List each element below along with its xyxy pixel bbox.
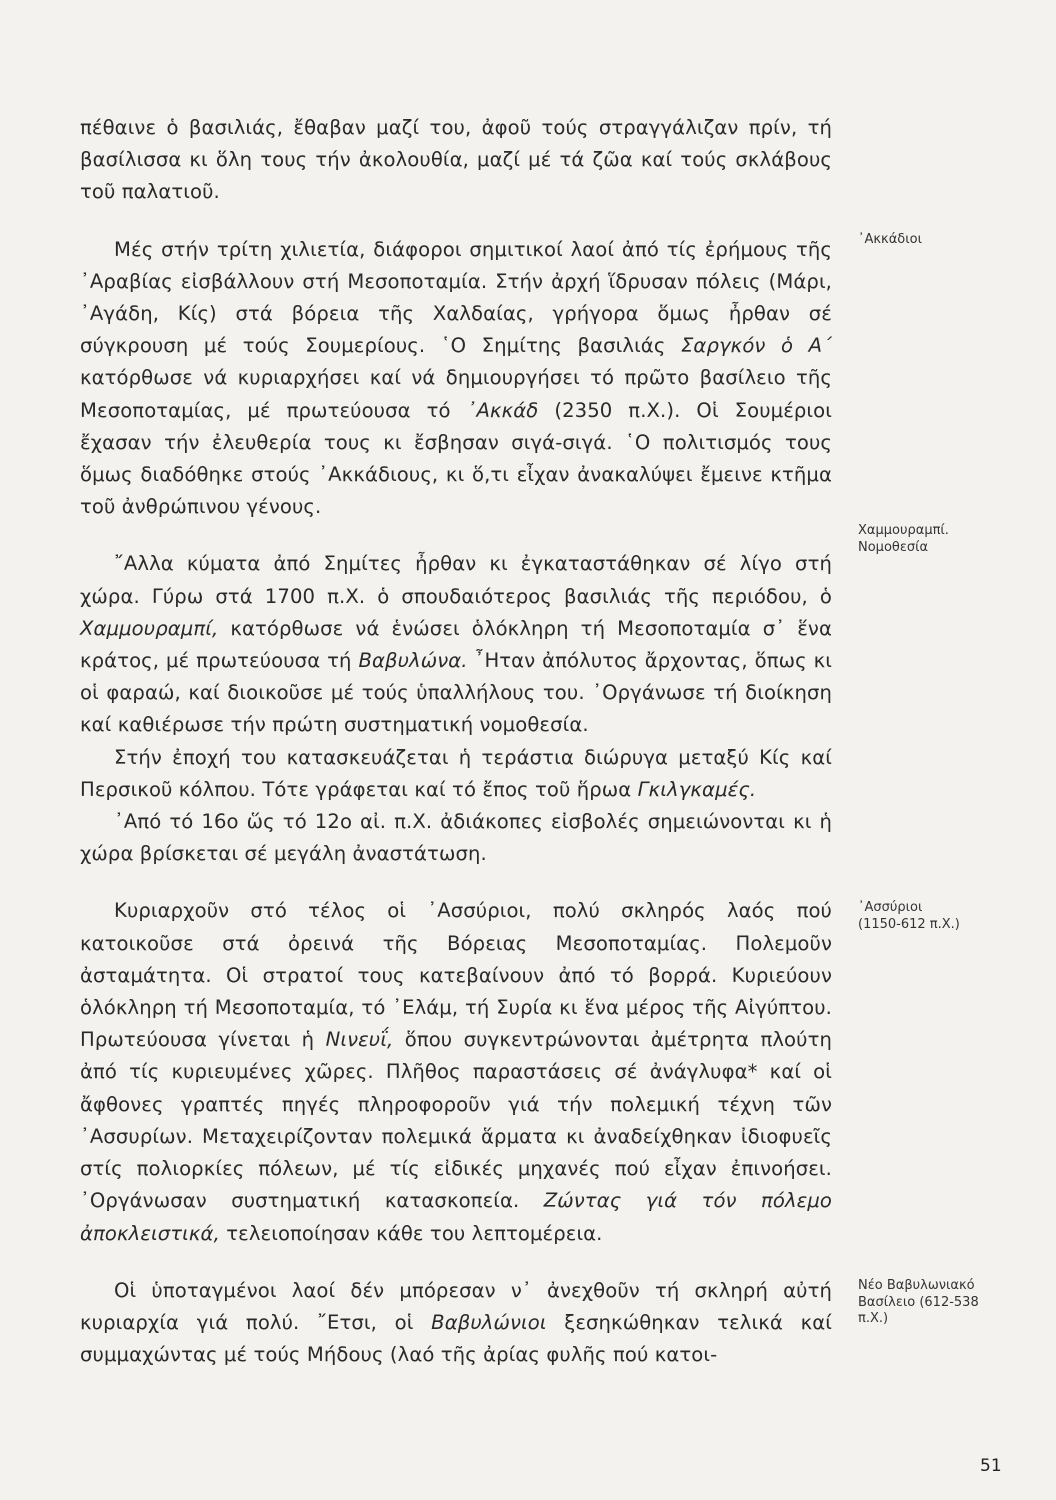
text-run: ῏Ηταν ἀπόλυτος ἄρχοντας, ὅπως κι οἱ φαραώ, καί διοικοῦσε μέ τούς ὑπαλλήλους του. ᾿Οργάνωσε τή διοίκηση καί καθιέρωσε τήν πρώτη συστηματική νομοθεσία.: [80, 649, 832, 737]
margin-note-line: Νέο Βαβυλωνιακό: [858, 1278, 975, 1293]
italic-term: Ζώντας γιά τόν πόλεμο ἀποκλειστικά,: [80, 1189, 832, 1245]
margin-note-line: (1150-612 π.Χ.): [858, 916, 960, 932]
text-run: Κυριαρχοῦν στό τέλος οἱ ᾿Ασσύριοι, πολύ σκληρός λαός πού κατοικοῦσε στά ὀρεινά τῆς Βόρειας Μεσοποταμίας. Πολεμοῦν ἀσταμάτητα. Οἱ στρατοί τους κατεβαίνουν ἀπό τό βορρά. Κυριεύουν ὁλόκληρη τή Μεσοποταμία, τό ᾿Ελάμ, τή Συρία κι ἕνα μέρος τῆς Αἰγύπτου. Πρωτεύουσα γίνεται ἡ: [80, 899, 832, 1052]
text-run: Οἱ ὑποταγμένοι λαοί δέν μπόρεσαν ν᾿ ἀνεχθοῦν τή σκληρή αὐτή κυριαρχία γιά πολύ. ῎Ετσι, οἱ: [80, 1278, 832, 1334]
margin-note-line: π.Χ.): [858, 1311, 889, 1326]
italic-term: Βαβυλώνα.: [358, 649, 468, 673]
italic-term: Σαργκόν ὁ Α΄: [680, 334, 832, 358]
text-run: Μές στήν τρίτη χιλιετία, διάφοροι σημιτικοί λαοί ἀπό τίς ἐρήμους τῆς ᾿Αραβίας εἰσβάλλουν στή Μεσοποταμία. Στήν ἀρχή ἵδρυσαν πόλεις (Μάρι, ᾿Αγάδη, Κίς) στά βόρεια τῆς Χαλδαίας, γρήγορα ὅμως ἦρθαν σέ σύγκρουση μέ τούς Σουμερίους. ῾Ο Σημίτης βασιλιάς: [80, 237, 832, 358]
paragraph: [80, 806, 832, 870]
text-run: τελειοποίησαν κάθε του λεπτομέρεια.: [219, 1221, 603, 1245]
margin-note-line: ᾿Ακκάδιοι: [858, 232, 922, 247]
text-run: ᾿Από τό 16ο ὥς τό 12ο αἰ. π.Χ. ἀδιάκοπες εἰσβολές σημειώνονται κι ἡ χώρα βρίσκεται σέ μεγάλη ἀναστάτωση.: [80, 810, 832, 866]
main-text-column: [80, 112, 832, 1371]
text-run: ξεσηκώθηκαν τελικά καί συμμαχώντας μέ τούς Μήδους (λαό τῆς ἀρίας φυλῆς πού κατοι-: [80, 1310, 832, 1367]
margin-note-line: ᾿Ασσύριοι: [858, 900, 923, 915]
margin-note-line: Βασίλειο (612-538: [858, 1294, 979, 1310]
italic-term: Βαβυλώνιοι: [431, 1310, 547, 1334]
margin-note-hammurabi: [858, 523, 1008, 556]
paragraph: [80, 742, 832, 806]
paragraph: [80, 1275, 832, 1372]
page-number: 51: [980, 1456, 1002, 1476]
margin-note-neo-babylonian: [858, 1278, 1008, 1328]
paragraph: [80, 548, 832, 741]
italic-term: Χαμμουραμπί,: [80, 616, 219, 640]
text-run: κατόρθωσε νά κυριαρχήσει καί νά δημιουργήσει τό πρῶτο βασίλειο τῆς Μεσοποταμίας, μέ πρωτεύουσα τό: [80, 366, 832, 422]
text-run: ῎Αλλα κύματα ἀπό Σημίτες ἦρθαν κι ἐγκαταστάθηκαν σέ λίγο στή χώρα. Γύρω στά 1700 π.Χ. ὁ σπουδαιότερος βασιλιάς τῆς περιόδου, ὁ: [80, 552, 832, 608]
margin-note-assyrians: [858, 900, 1008, 933]
text-run: ὅπου συγκεντρώνονται ἀμέτρητα πλούτη ἀπό τίς κυριευμένες χῶρες. Πλῆθος παραστάσεις σέ ἀνάγλυφα* καί οἱ ἄφθονες γραπτές πηγές πληροφοροῦν γιά τήν πολεμική τέχνη τῶν ᾿Ασσυρίων. Μεταχειρίζονταν πολεμικά ἅρματα κι ἀναδείχθηκαν ἰδιοφυεῖς στίς πολιορκίες πόλεων, μέ τίς εἰδικές μηχανές πού εἶχαν ἐπινοήσει. ᾿Οργάνωσαν συστηματική κατασκοπεία.: [80, 1028, 832, 1213]
italic-term: Νινευΐ,: [325, 1028, 394, 1052]
margin-note-akkadians: [858, 232, 1008, 249]
text-run: Στήν ἐποχή του κατασκευάζεται ἡ τεράστια διώρυγα μεταξύ Κίς καί Περσικοῦ κόλπου. Τότε γράφεται καί τό ἔπος τοῦ ἥρωα: [80, 745, 832, 801]
margin-note-line: Νομοθεσία: [858, 539, 929, 555]
italic-term: Γκιλγκαμές.: [637, 777, 757, 801]
text-run: κατόρθωσε νά ἑνώσει ὁλόκληρη τή Μεσοποταμία σ᾿ ἕνα κράτος, μέ πρωτεύουσα τή: [80, 616, 832, 673]
text-run: πέθαινε ὁ βασιλιάς, ἔθαβαν μαζί του, ἀφοῦ τούς στραγγάλιζαν πρίν, τή βασίλισσα κι ὅλη τους τήν ἀκολουθία, μαζί μέ τά ζῶα καί τούς σκλάβους τοῦ παλατιοῦ.: [80, 116, 832, 204]
italic-term: ᾿Ακκάδ: [466, 398, 539, 422]
paragraph: [80, 112, 832, 209]
margin-note-line: Χαμμουραμπί.: [858, 523, 949, 538]
paragraph: [80, 234, 832, 524]
paragraph: [80, 895, 832, 1249]
text-run: (2350 π.Χ.). Οἱ Σουμέριοι ἔχασαν τήν ἐλευθερία τους κι ἔσβησαν σιγά-σιγά. ῾Ο πολιτισμός τους ὅμως διαδόθηκε στούς ᾿Ακκάδιους, κι ὅ,τι εἶχαν ἀνακαλύψει ἔμεινε κτῆμα τοῦ ἀνθρώπινου γένους.: [80, 398, 832, 519]
